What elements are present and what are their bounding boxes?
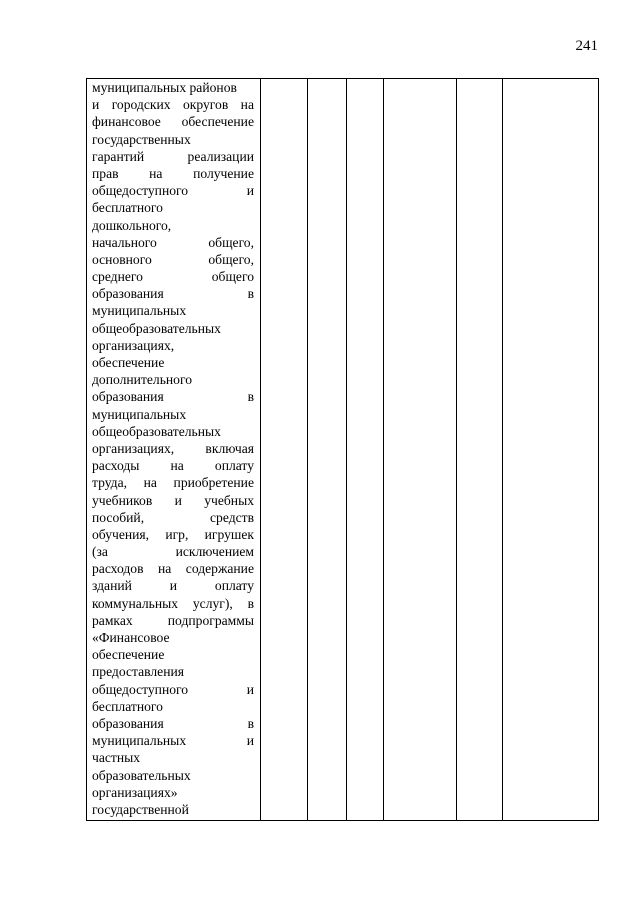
empty-cell xyxy=(503,79,599,821)
description-cell xyxy=(87,79,261,821)
description-line: дополнительного xyxy=(92,372,193,388)
description-line: общедоступного и xyxy=(92,183,254,199)
description-line: муниципальных и xyxy=(92,733,254,749)
description-line: рамках подпрограммы xyxy=(92,612,254,628)
description-line: труда, на приобретение xyxy=(92,475,254,491)
description-line: обучения, игр, игрушек xyxy=(92,526,254,542)
description-line: общеобразовательных xyxy=(92,423,221,439)
description-text xyxy=(87,79,260,818)
description-line: государственных xyxy=(92,131,191,147)
description-line: муниципальных районов xyxy=(92,80,237,95)
description-line: прав на получение xyxy=(92,165,254,181)
description-line: муниципальных xyxy=(92,406,187,422)
description-line: частных xyxy=(92,750,141,766)
description-line: бесплатного xyxy=(92,200,163,216)
description-line: пособий, средств xyxy=(92,509,254,525)
description-line: обеспечение xyxy=(92,647,165,663)
description-line: образовательных xyxy=(92,767,191,783)
description-line: организациях, включая xyxy=(92,440,254,456)
table-row xyxy=(87,79,599,821)
description-line: обеспечение xyxy=(92,355,165,370)
empty-cell xyxy=(457,79,503,821)
empty-cell xyxy=(261,79,308,821)
description-line: коммунальных услуг), в xyxy=(92,595,254,611)
description-line: муниципальных xyxy=(92,303,187,319)
description-line: среднего общего xyxy=(92,269,254,285)
description-line: зданий и оплату xyxy=(92,578,254,594)
description-line: государственной xyxy=(92,801,189,817)
description-line: дошкольного, xyxy=(92,217,172,233)
description-line: образования в xyxy=(92,715,254,731)
description-line: расходов на содержание xyxy=(92,561,254,577)
empty-cell xyxy=(384,79,457,821)
description-line: предоставления xyxy=(92,664,185,680)
description-line: общеобразовательных xyxy=(92,320,221,336)
empty-cell xyxy=(308,79,347,821)
page-number: 241 xyxy=(575,38,598,54)
description-line: начального общего, xyxy=(92,234,254,250)
description-line: образования в xyxy=(92,286,254,302)
description-line: учебников и учебных xyxy=(92,492,254,508)
description-line: бесплатного xyxy=(92,698,163,714)
description-line: (за исключением xyxy=(92,544,254,560)
description-line: финансовое обеспечение xyxy=(92,114,254,130)
description-line: организациях» xyxy=(92,784,178,800)
description-line: основного общего, xyxy=(92,251,254,267)
empty-cell xyxy=(347,79,384,821)
description-line: образования в xyxy=(92,389,254,405)
description-line: организациях, xyxy=(92,337,175,353)
description-line: общедоступного и xyxy=(92,681,254,697)
budget-table xyxy=(86,78,599,821)
description-line: и городских округов на xyxy=(92,97,254,113)
description-line: гарантий реализации xyxy=(92,148,254,164)
description-line: расходы на оплату xyxy=(92,458,254,474)
description-line: «Финансовое xyxy=(92,630,170,645)
